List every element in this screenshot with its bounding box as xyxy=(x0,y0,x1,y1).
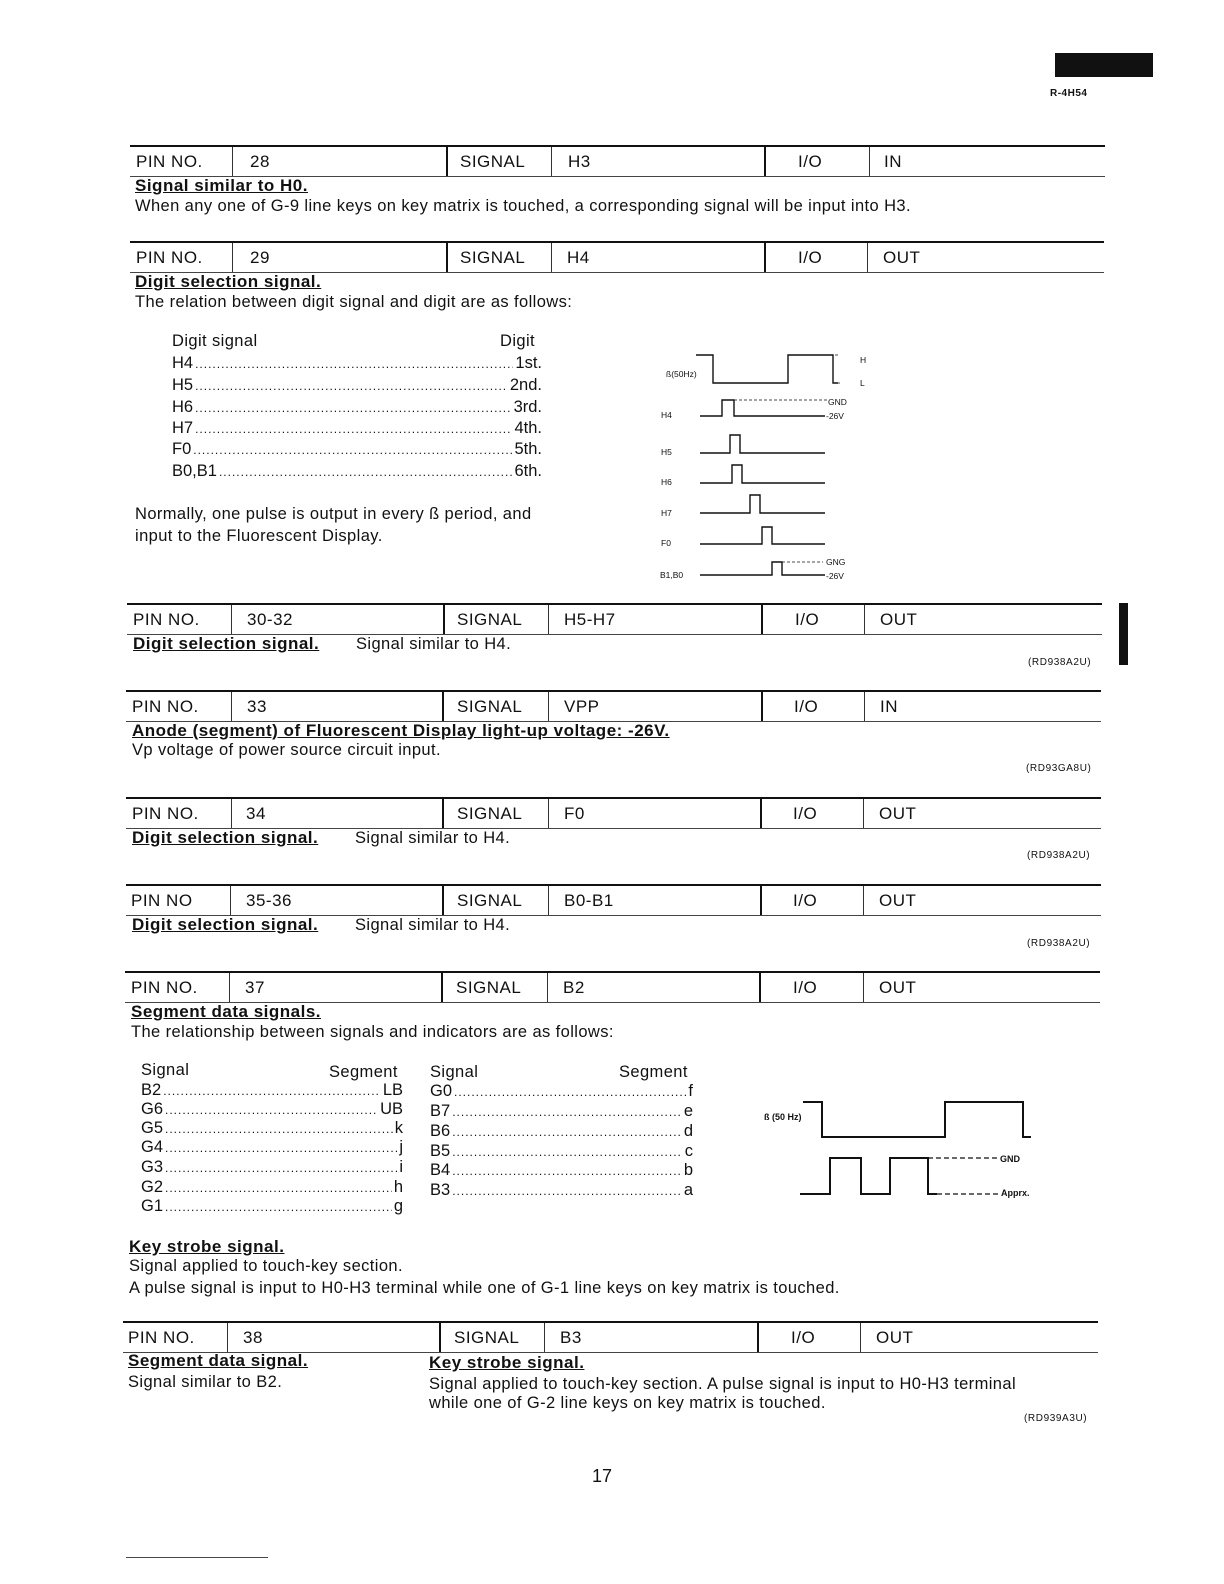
io-label: I/O xyxy=(798,152,823,171)
digit-value: 2nd. xyxy=(509,376,542,394)
pin-no-label: PIN NO. xyxy=(128,1328,195,1347)
pin-no-label: PIN NO. xyxy=(136,152,203,171)
io-label: I/O xyxy=(798,248,823,267)
io-value: OUT xyxy=(883,248,921,267)
col-segment: Segment xyxy=(329,1063,398,1081)
segment-signal: G5 xyxy=(141,1119,164,1137)
io-label: I/O xyxy=(795,610,820,629)
h5-wave-label: H5 xyxy=(661,447,672,457)
pin-header-38 xyxy=(123,1321,1098,1353)
pin-header-29 xyxy=(130,241,1104,273)
segment-row xyxy=(430,1082,693,1101)
segment-value: c xyxy=(684,1142,693,1160)
signal-name: H4 xyxy=(567,248,590,267)
pin-number: 37 xyxy=(245,978,265,997)
io-label: I/O xyxy=(794,697,819,716)
digit-value: 4th. xyxy=(514,419,542,437)
section-title: Digit selection signal. xyxy=(132,828,319,847)
segment-row xyxy=(430,1142,693,1161)
signal-label: SIGNAL xyxy=(457,891,523,910)
segment-timing-diagram xyxy=(755,1090,1055,1205)
section-title: Anode (segment) of Fluorescent Display light-up voltage: -26V. xyxy=(132,721,670,740)
segment-value: j xyxy=(399,1138,403,1156)
segment-value: h xyxy=(393,1178,403,1196)
segment-row xyxy=(141,1178,403,1197)
segment-signal: G6 xyxy=(141,1100,164,1118)
pin-number: 28 xyxy=(250,152,270,171)
signal-name: B3 xyxy=(560,1328,582,1347)
segment-signal: G2 xyxy=(141,1178,164,1196)
signal-label: SIGNAL xyxy=(460,152,526,171)
pin-no-label: PIN NO. xyxy=(132,804,199,823)
segment-signal: B5 xyxy=(430,1142,451,1160)
segment-signal: G4 xyxy=(141,1138,164,1156)
pin-header-34 xyxy=(126,797,1101,829)
pin-no-label: PIN NO. xyxy=(133,610,200,629)
digit-signal: B0,B1 xyxy=(172,462,217,480)
signal-label: SIGNAL xyxy=(457,610,523,629)
signal-label: SIGNAL xyxy=(457,697,523,716)
key-strobe-text: while one of G-2 line keys on key matrix is touched. xyxy=(429,1394,826,1412)
side-black-tab xyxy=(1119,603,1128,665)
io-value: OUT xyxy=(880,610,918,629)
h6-wave-label: H6 xyxy=(661,477,672,487)
f0-wave-label: F0 xyxy=(661,538,671,548)
digit-value: 1st. xyxy=(515,354,542,372)
pin-no-label: PIN NO. xyxy=(131,978,198,997)
digit-value: 5th. xyxy=(514,440,542,458)
segment-value: e xyxy=(683,1102,693,1120)
segment-row xyxy=(430,1161,693,1180)
reference-code: (RD93GA8U) xyxy=(1026,763,1092,774)
segment-row xyxy=(141,1119,403,1138)
approx-label: Apprx. xyxy=(1001,1188,1030,1198)
digit-row xyxy=(172,354,542,373)
segment-signal: B6 xyxy=(430,1122,451,1140)
key-strobe-title: Key strobe signal. xyxy=(129,1237,285,1256)
segment-signal: B2 xyxy=(141,1081,162,1099)
io-label: I/O xyxy=(793,804,818,823)
pin-no-label: PIN NO. xyxy=(136,248,203,267)
l-level-label: L xyxy=(860,378,865,388)
segment-value: b xyxy=(683,1161,693,1179)
digit-row xyxy=(172,398,542,417)
segment-row xyxy=(430,1122,693,1141)
col-segment: Segment xyxy=(619,1063,688,1081)
pin-header-37 xyxy=(125,971,1100,1003)
segment-row xyxy=(141,1158,403,1177)
key-strobe-text: A pulse signal is input to H0-H3 terminal while one of G-1 line keys on key matrix is touched. xyxy=(129,1279,840,1297)
signal-name: B0-B1 xyxy=(564,891,614,910)
io-value: IN xyxy=(884,152,902,171)
signal-label: SIGNAL xyxy=(460,248,526,267)
reference-code: (RD938A2U) xyxy=(1028,657,1092,668)
pin-number: 29 xyxy=(250,248,270,267)
h-level-label: H xyxy=(860,355,867,365)
page-number: 17 xyxy=(592,1466,613,1486)
signal-name: H5-H7 xyxy=(564,610,616,629)
section-text: The relation between digit signal and digit are as follows: xyxy=(135,293,573,311)
segment-row xyxy=(141,1138,403,1157)
segment-signal: B4 xyxy=(430,1161,451,1179)
model-number: R-4H54 xyxy=(1050,88,1088,99)
beta-label: ß(50Hz) xyxy=(666,369,697,379)
signal-name: B2 xyxy=(563,978,585,997)
segment-value: f xyxy=(688,1082,693,1100)
digit-row xyxy=(172,462,542,481)
section-title: Digit selection signal. xyxy=(132,915,319,934)
neg26-label: -26V xyxy=(826,411,844,421)
signal-name: VPP xyxy=(564,697,600,716)
digit-value: 3rd. xyxy=(513,398,542,416)
key-strobe-text: Signal applied to touch-key section. A pulse signal is input to H0-H3 terminal xyxy=(429,1375,1017,1393)
digit-timing-diagram xyxy=(640,345,880,590)
signal-name: H3 xyxy=(568,152,591,171)
pin-no-label: PIN NO xyxy=(131,891,193,910)
digit-row xyxy=(172,376,542,395)
io-value: IN xyxy=(880,697,898,716)
reference-code: (RD938A2U) xyxy=(1027,850,1091,861)
segment-signal: G0 xyxy=(430,1082,453,1100)
io-value: OUT xyxy=(879,804,917,823)
reference-code: (RD939A3U) xyxy=(1024,1413,1088,1424)
segment-value: UB xyxy=(380,1100,403,1118)
pin-header-33 xyxy=(126,690,1101,722)
segment-value: d xyxy=(683,1122,693,1140)
segment-signal: G3 xyxy=(141,1158,164,1176)
io-value: OUT xyxy=(879,891,917,910)
b1b0-wave-label: B1,B0 xyxy=(660,570,684,580)
section-text: The relationship between signals and indicators are as follows: xyxy=(131,1023,614,1041)
section-title: Digit selection signal. xyxy=(133,634,320,653)
col-signal: Signal xyxy=(430,1063,479,1081)
digit-signal: H5 xyxy=(172,376,194,394)
section-text: When any one of G-9 line keys on key matrix is touched, a corresponding signal will be input into H3. xyxy=(135,197,911,215)
io-value: OUT xyxy=(879,978,917,997)
pin-header-30-32 xyxy=(127,603,1102,635)
segment-row xyxy=(141,1081,403,1100)
io-label: I/O xyxy=(793,891,818,910)
footer-rule xyxy=(126,1557,268,1558)
io-label: I/O xyxy=(793,978,818,997)
beta-label: ß (50 Hz) xyxy=(764,1112,802,1122)
col-signal: Signal xyxy=(141,1061,190,1079)
digit-value: 6th. xyxy=(514,462,542,480)
digit-signal: H6 xyxy=(172,398,194,416)
pin-no-label: PIN NO. xyxy=(132,697,199,716)
section-text: Signal similar to B2. xyxy=(128,1373,283,1391)
digit-row xyxy=(172,419,542,438)
digit-signal: F0 xyxy=(172,440,192,458)
gnd-label: GND xyxy=(1000,1154,1020,1164)
io-label: I/O xyxy=(791,1328,816,1347)
gng-label: GNG xyxy=(826,557,846,567)
segment-value: k xyxy=(394,1119,403,1137)
segment-row xyxy=(430,1102,693,1121)
h4-wave-label: H4 xyxy=(661,410,672,420)
col-digit: Digit xyxy=(500,332,536,350)
section-text: Vp voltage of power source circuit input. xyxy=(132,741,441,759)
pin-header-28 xyxy=(130,145,1105,177)
digit-signal: H7 xyxy=(172,419,194,437)
pin-number: 38 xyxy=(243,1328,263,1347)
key-strobe-title: Key strobe signal. xyxy=(429,1353,585,1372)
section-title: Digit selection signal. xyxy=(135,272,322,291)
digit-row xyxy=(172,440,542,459)
section-title: Segment data signal. xyxy=(128,1351,309,1370)
segment-signal: B3 xyxy=(430,1181,451,1199)
segment-signal: B7 xyxy=(430,1102,451,1120)
pin-number: 34 xyxy=(246,804,266,823)
segment-value: g xyxy=(393,1197,403,1215)
pin-number: 30-32 xyxy=(247,610,293,629)
io-value: OUT xyxy=(876,1328,914,1347)
pin-header-35-36 xyxy=(126,884,1101,916)
segment-row xyxy=(141,1100,403,1119)
segment-value: i xyxy=(399,1158,403,1176)
section-title: Signal similar to H0. xyxy=(135,176,308,195)
section-text: Signal similar to H4. xyxy=(355,916,511,934)
col-digit-signal: Digit signal xyxy=(172,332,258,350)
segment-row xyxy=(430,1181,693,1200)
signal-label: SIGNAL xyxy=(454,1328,520,1347)
segment-value: LB xyxy=(382,1081,403,1099)
section-text: Signal similar to H4. xyxy=(355,829,511,847)
signal-name: F0 xyxy=(564,804,585,823)
normally-text: Normally, one pulse is output in every ß period, and xyxy=(135,505,532,523)
pin-number: 35-36 xyxy=(246,891,292,910)
section-text: Signal similar to H4. xyxy=(356,635,512,653)
segment-signal: G1 xyxy=(141,1197,164,1215)
segment-value: a xyxy=(683,1181,693,1199)
section-title: Segment data signals. xyxy=(131,1002,321,1021)
reference-code: (RD938A2U) xyxy=(1027,938,1091,949)
signal-label: SIGNAL xyxy=(457,804,523,823)
normally-text: input to the Fluorescent Display. xyxy=(135,527,383,545)
neg26-label: -26V xyxy=(826,571,844,581)
segment-row xyxy=(141,1197,403,1216)
signal-label: SIGNAL xyxy=(456,978,522,997)
digit-signal: H4 xyxy=(172,354,194,372)
header-black-tab xyxy=(1055,53,1153,77)
pin-number: 33 xyxy=(247,697,267,716)
h7-wave-label: H7 xyxy=(661,508,672,518)
gnd-label: GND xyxy=(828,397,847,407)
key-strobe-text: Signal applied to touch-key section. xyxy=(129,1257,403,1275)
